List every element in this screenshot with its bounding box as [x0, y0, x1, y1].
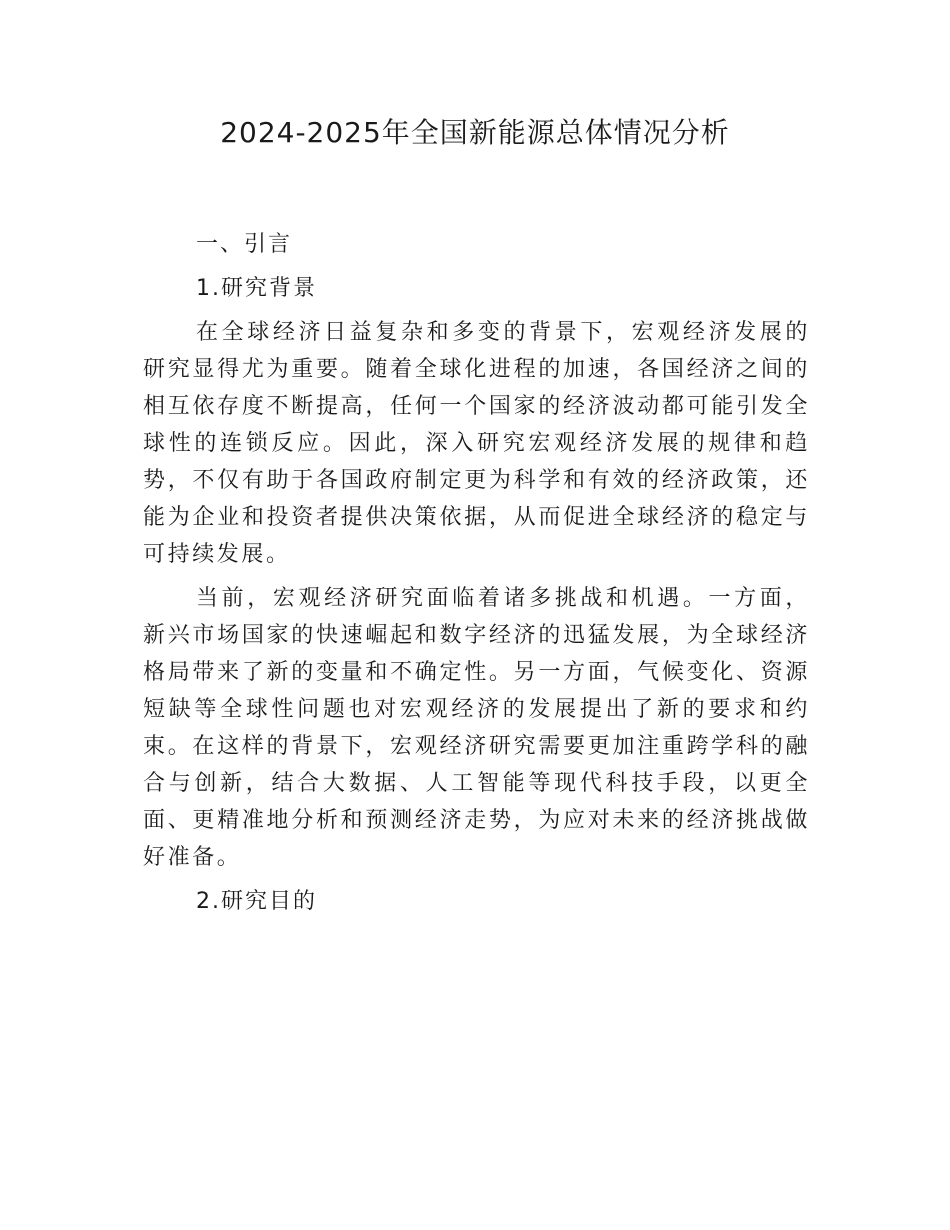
subsection-heading: 1.研究背景	[196, 276, 317, 301]
document-title: 2024-2025年全国新能源总体情况分析	[220, 116, 730, 149]
section-heading: 一、引言	[196, 232, 293, 257]
paragraph: 在全球经济日益复杂和多变的背景下，宏观经济发展的研究显得尤为重要。随着全球化进程的加速，各国经济之间的相互依存度不断提高，任何一个国家的经济波动都可能引发全球性的连锁反应。因此，深入研究宏观经济发展的规律和趋势，不仅有助于各国政府制定更为科学和有效的经济政策，还能为企业和投资者提供决策依据，从而促进全球经济的稳定与可持续发展。	[143, 320, 810, 567]
document-body	[143, 226, 810, 920]
paragraph: 当前，宏观经济研究面临着诸多挑战和机遇。一方面，新兴市场国家的快速崛起和数字经济的迅猛发展，为全球经济格局带来了新的变量和不确定性。另一方面，气候变化、资源短缺等全球性问题也对宏观经济的发展提出了新的要求和约束。在这样的背景下，宏观经济研究需要更加注重跨学科的融合与创新，结合大数据、人工智能等现代科技手段，以更全面、更精准地分析和预测经济走势，为应对未来的经济挑战做好准备。	[143, 586, 810, 870]
subsection-heading: 2.研究目的	[196, 889, 317, 914]
